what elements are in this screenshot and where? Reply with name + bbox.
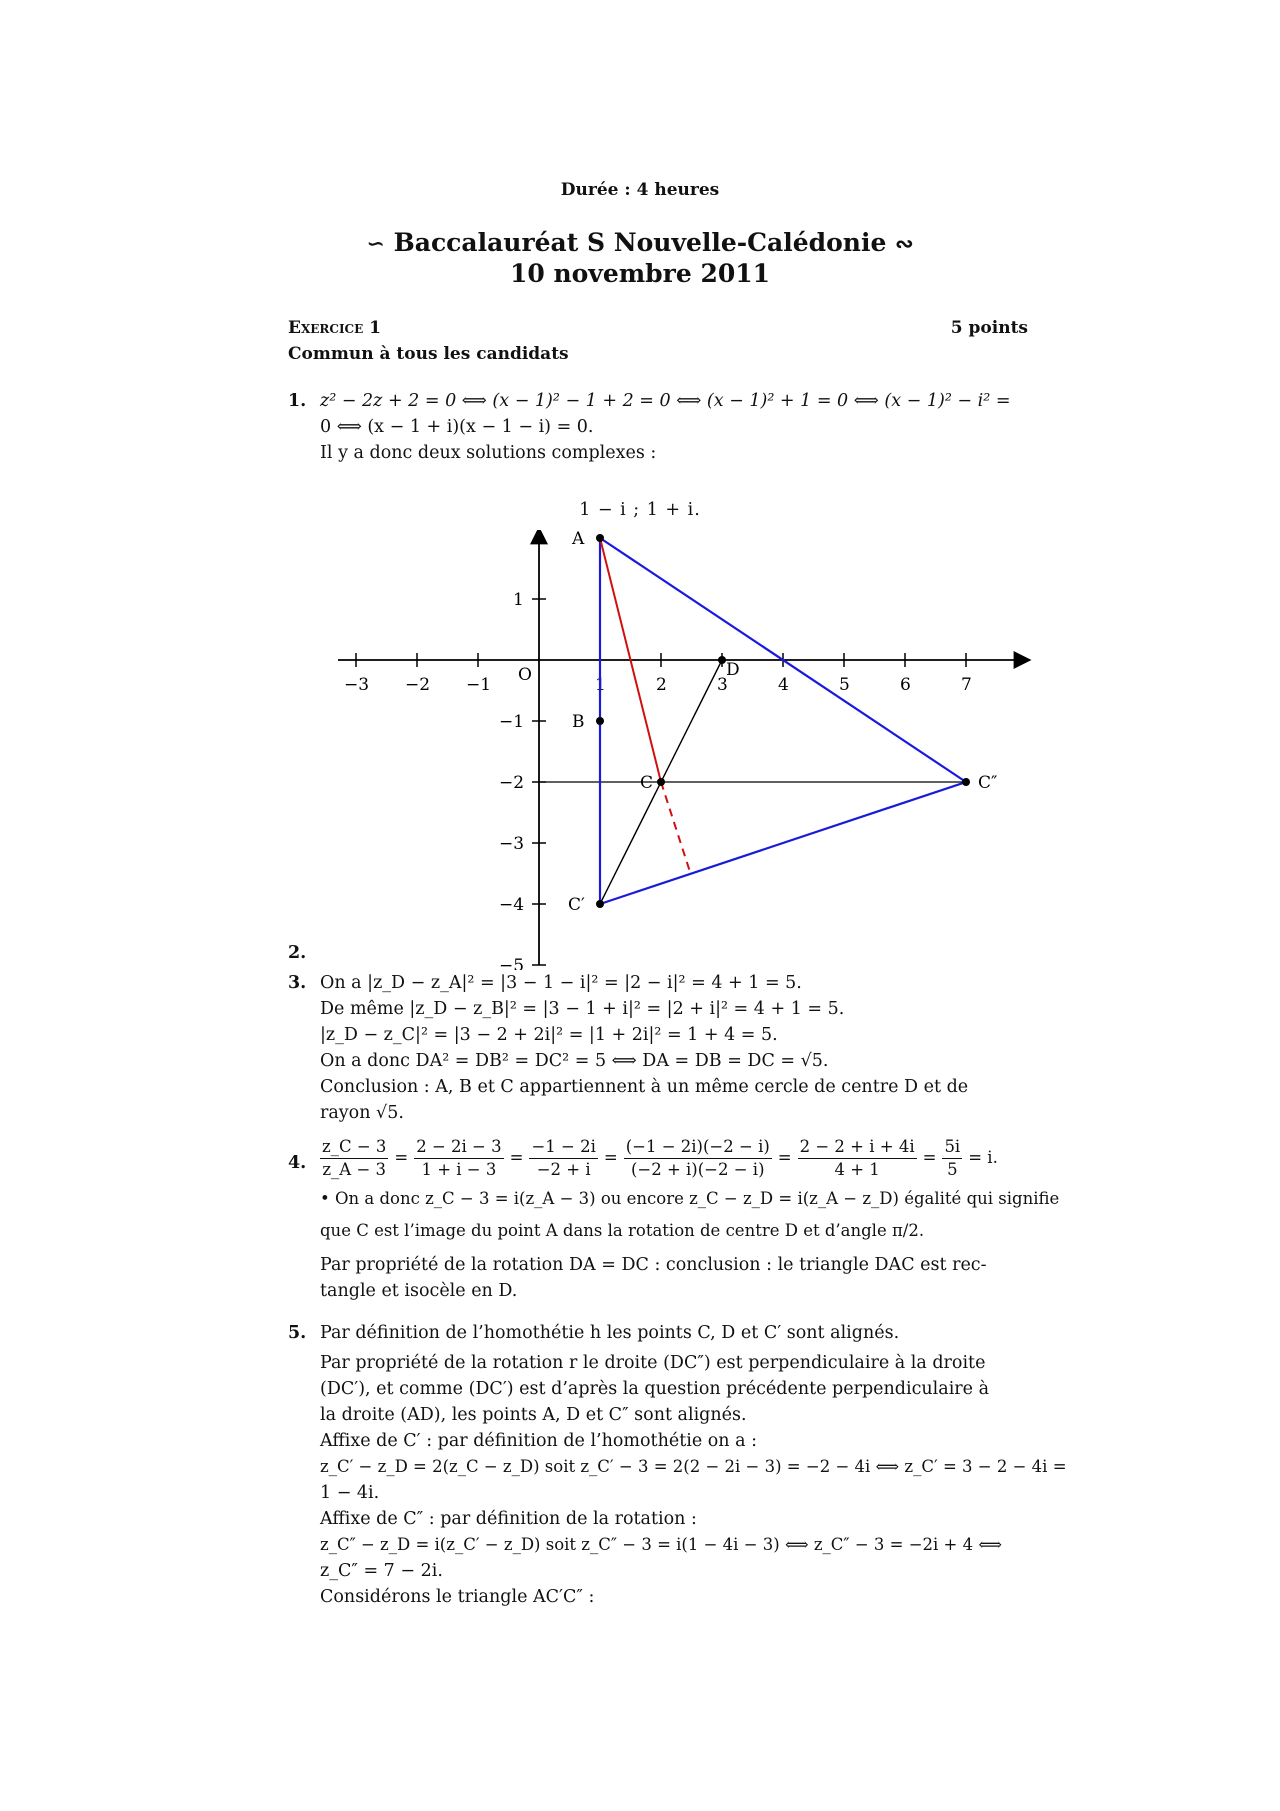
x-tick-label: 4 (778, 675, 789, 695)
q3-line3: |z_D − z_C|² = |3 − 2 + 2i|² = |1 + 2i|² = 1 + 4 = 5. (320, 1025, 778, 1045)
y-tick-label: 1 (513, 590, 524, 610)
title-line1: Baccalauréat S Nouvelle-Calédonie (393, 228, 887, 257)
q5-line2: Par propriété de la rotation r le droite (DC″) est perpendiculaire à la droite (320, 1353, 986, 1373)
question-number: 1. (288, 391, 307, 411)
duration: Durée : 4 heures (560, 180, 720, 200)
question-number: 3. (288, 973, 307, 993)
q5-line9: z_C″ − z_D = i(z_C′ − z_D) soit z_C″ − 3 = i(1 − 4i − 3) ⟺ z_C″ − 3 = −2i + 4 ⟺ (320, 1535, 1003, 1554)
y-tick-label: −4 (499, 895, 525, 915)
y-tick-label: −2 (499, 773, 525, 793)
q4-line2: que C est l’image du point A dans la rotation de centre D et d’angle π/2. (320, 1221, 925, 1240)
q3-line1: On a |z_D − z_A|² = |3 − 1 − i|² = |2 − i|² = 4 + 1 = 5. (320, 973, 802, 993)
label-a: A (572, 530, 585, 549)
question-number: 4. (288, 1153, 307, 1173)
point-c-second (962, 778, 970, 786)
x-tick-label: 6 (900, 675, 911, 695)
q1-line2: 0 ⟺ (x − 1 + i)(x − 1 − i) = 0. (320, 417, 594, 437)
frac5-num: 2 − 2 + i + 4i (798, 1136, 917, 1159)
point-c-prime (596, 900, 604, 908)
q5-line10: z_C″ = 7 − 2i. (320, 1561, 443, 1581)
frac4-den: (−2 + i)(−2 − i) (630, 1159, 765, 1179)
frac2-den: 1 + i − 3 (421, 1159, 497, 1179)
question-number: 2. (288, 943, 307, 963)
q5-line1: Par définition de l’homothétie h les points C, D et C′ sont alignés. (320, 1323, 900, 1343)
frac1-num: z_C − 3 (320, 1136, 388, 1159)
exercise-label: Exercice 1 (288, 318, 381, 338)
y-tick-label: −1 (499, 712, 525, 732)
dashed-extension (661, 782, 691, 875)
point-a (596, 534, 604, 542)
x-tick-label: −3 (344, 675, 370, 695)
frac3-num: −1 − 2i (529, 1136, 597, 1159)
point-c (657, 778, 665, 786)
q3-line6: rayon √5. (320, 1103, 404, 1123)
frac3-den: −2 + i (536, 1159, 591, 1179)
q5-line7: 1 − 4i. (320, 1483, 380, 1503)
exercise-points: 5 points (950, 318, 1028, 338)
q5-line5: Affixe de C′ : par définition de l’homothétie on a : (320, 1431, 758, 1451)
triangle-ac1c2 (600, 538, 966, 904)
q3-line2: De même |z_D − z_B|² = |3 − 1 + i|² = |2 + i|² = 4 + 1 = 5. (320, 999, 845, 1019)
question-5 (288, 1320, 1067, 1610)
exercise-header (288, 318, 1028, 364)
x-tick-label: 7 (961, 675, 972, 695)
label-d: D (726, 660, 740, 680)
frac1-den: z_A − 3 (322, 1159, 387, 1179)
q3-line5: Conclusion : A, B et C appartiennent à un même cercle de centre D et de (320, 1077, 969, 1097)
q4-line4: tangle et isocèle en D. (320, 1281, 518, 1301)
label-c: C (640, 773, 654, 793)
x-tick-label: −1 (466, 675, 492, 695)
q4-result: = i. (968, 1148, 998, 1167)
q1-line3: Il y a donc deux solutions complexes : (320, 443, 657, 463)
point-d (718, 656, 726, 664)
frac4-num: (−1 − 2i)(−2 − i) (624, 1136, 772, 1159)
page-title (0, 228, 1280, 288)
q5-line11: Considérons le triangle AC′C″ : (320, 1587, 595, 1607)
x-tick-label: 3 (717, 675, 728, 695)
y-tick-label: −3 (499, 834, 525, 854)
q4-line1: • On a donc z_C − 3 = i(z_A − 3) ou encore z_C − z_D = i(z_A − z_D) égalité qui signifie (320, 1189, 1060, 1208)
question-1 (288, 388, 1030, 466)
point-b (596, 717, 604, 725)
question-4 (288, 1130, 1060, 1304)
x-tick-label: 2 (656, 675, 667, 695)
complex-plane-figure (338, 530, 1038, 970)
y-tick-label: −5 (499, 956, 525, 970)
ornament-right-icon: ∾ (895, 231, 914, 257)
q3-line4: On a donc DA² = DB² = DC² = 5 ⟺ DA = DB = DC = √5. (320, 1051, 829, 1071)
q4-equation: $\frac{z\_C - 3}{z\_A - 3}$ = $\frac{2 - 2i - 3}{1 + i - 3}$ = $\frac{-1 - 2i}{-2 + i}$ = $\frac{(-1 - 2i)(-2 - i)}{(-2 + i)(-2 - i)}$ = $\frac{2 - 2 + i + 4i}{4 + 1}$ = $\frac{5i}{5}$ = i. (322, 1136, 998, 1179)
frac6-num: 5i (942, 1136, 962, 1159)
q5-line4: la droite (AD), les points A, D et C″ sont alignés. (320, 1405, 747, 1425)
q5-line8: Affixe de C″ : par définition de la rotation : (320, 1509, 697, 1529)
question-number: 5. (288, 1323, 307, 1343)
q4-line3: Par propriété de la rotation DA = DC : conclusion : le triangle DAC est rec- (320, 1255, 987, 1275)
frac6-den: 5 (947, 1159, 958, 1179)
origin-label: O (518, 665, 532, 685)
ornament-left-icon: ∽ (366, 231, 385, 257)
label-c-second: C″ (978, 773, 998, 793)
title-line2: 10 novembre 2011 (509, 259, 771, 288)
frac5-den: 4 + 1 (834, 1159, 880, 1179)
q1-line1: z² − 2z + 2 = 0 ⟺ (x − 1)² − 1 + 2 = 0 ⟺ (x − 1)² + 1 = 0 ⟺ (x − 1)² − i² = (320, 391, 1011, 411)
q1-solutions: 1 − i ; 1 + i. (579, 500, 701, 520)
exercise-subtitle: Commun à tous les candidats (288, 344, 569, 364)
x-tick-label: −2 (405, 675, 431, 695)
frac2-num: 2 − 2i − 3 (414, 1136, 503, 1159)
q5-line3: (DC′), et comme (DC′) est d’après la question précédente perpendiculaire à (320, 1379, 990, 1399)
label-c-prime: C′ (568, 895, 585, 915)
question-3 (288, 970, 1030, 1126)
q5-line6: z_C′ − z_D = 2(z_C − z_D) soit z_C′ − 3 = 2(2 − 2i − 3) = −2 − 4i ⟺ z_C′ = 3 − 2 − 4i = (320, 1457, 1067, 1476)
label-b: B (572, 712, 585, 732)
x-tick-label: 1 (595, 675, 606, 695)
x-tick-label: 5 (839, 675, 850, 695)
